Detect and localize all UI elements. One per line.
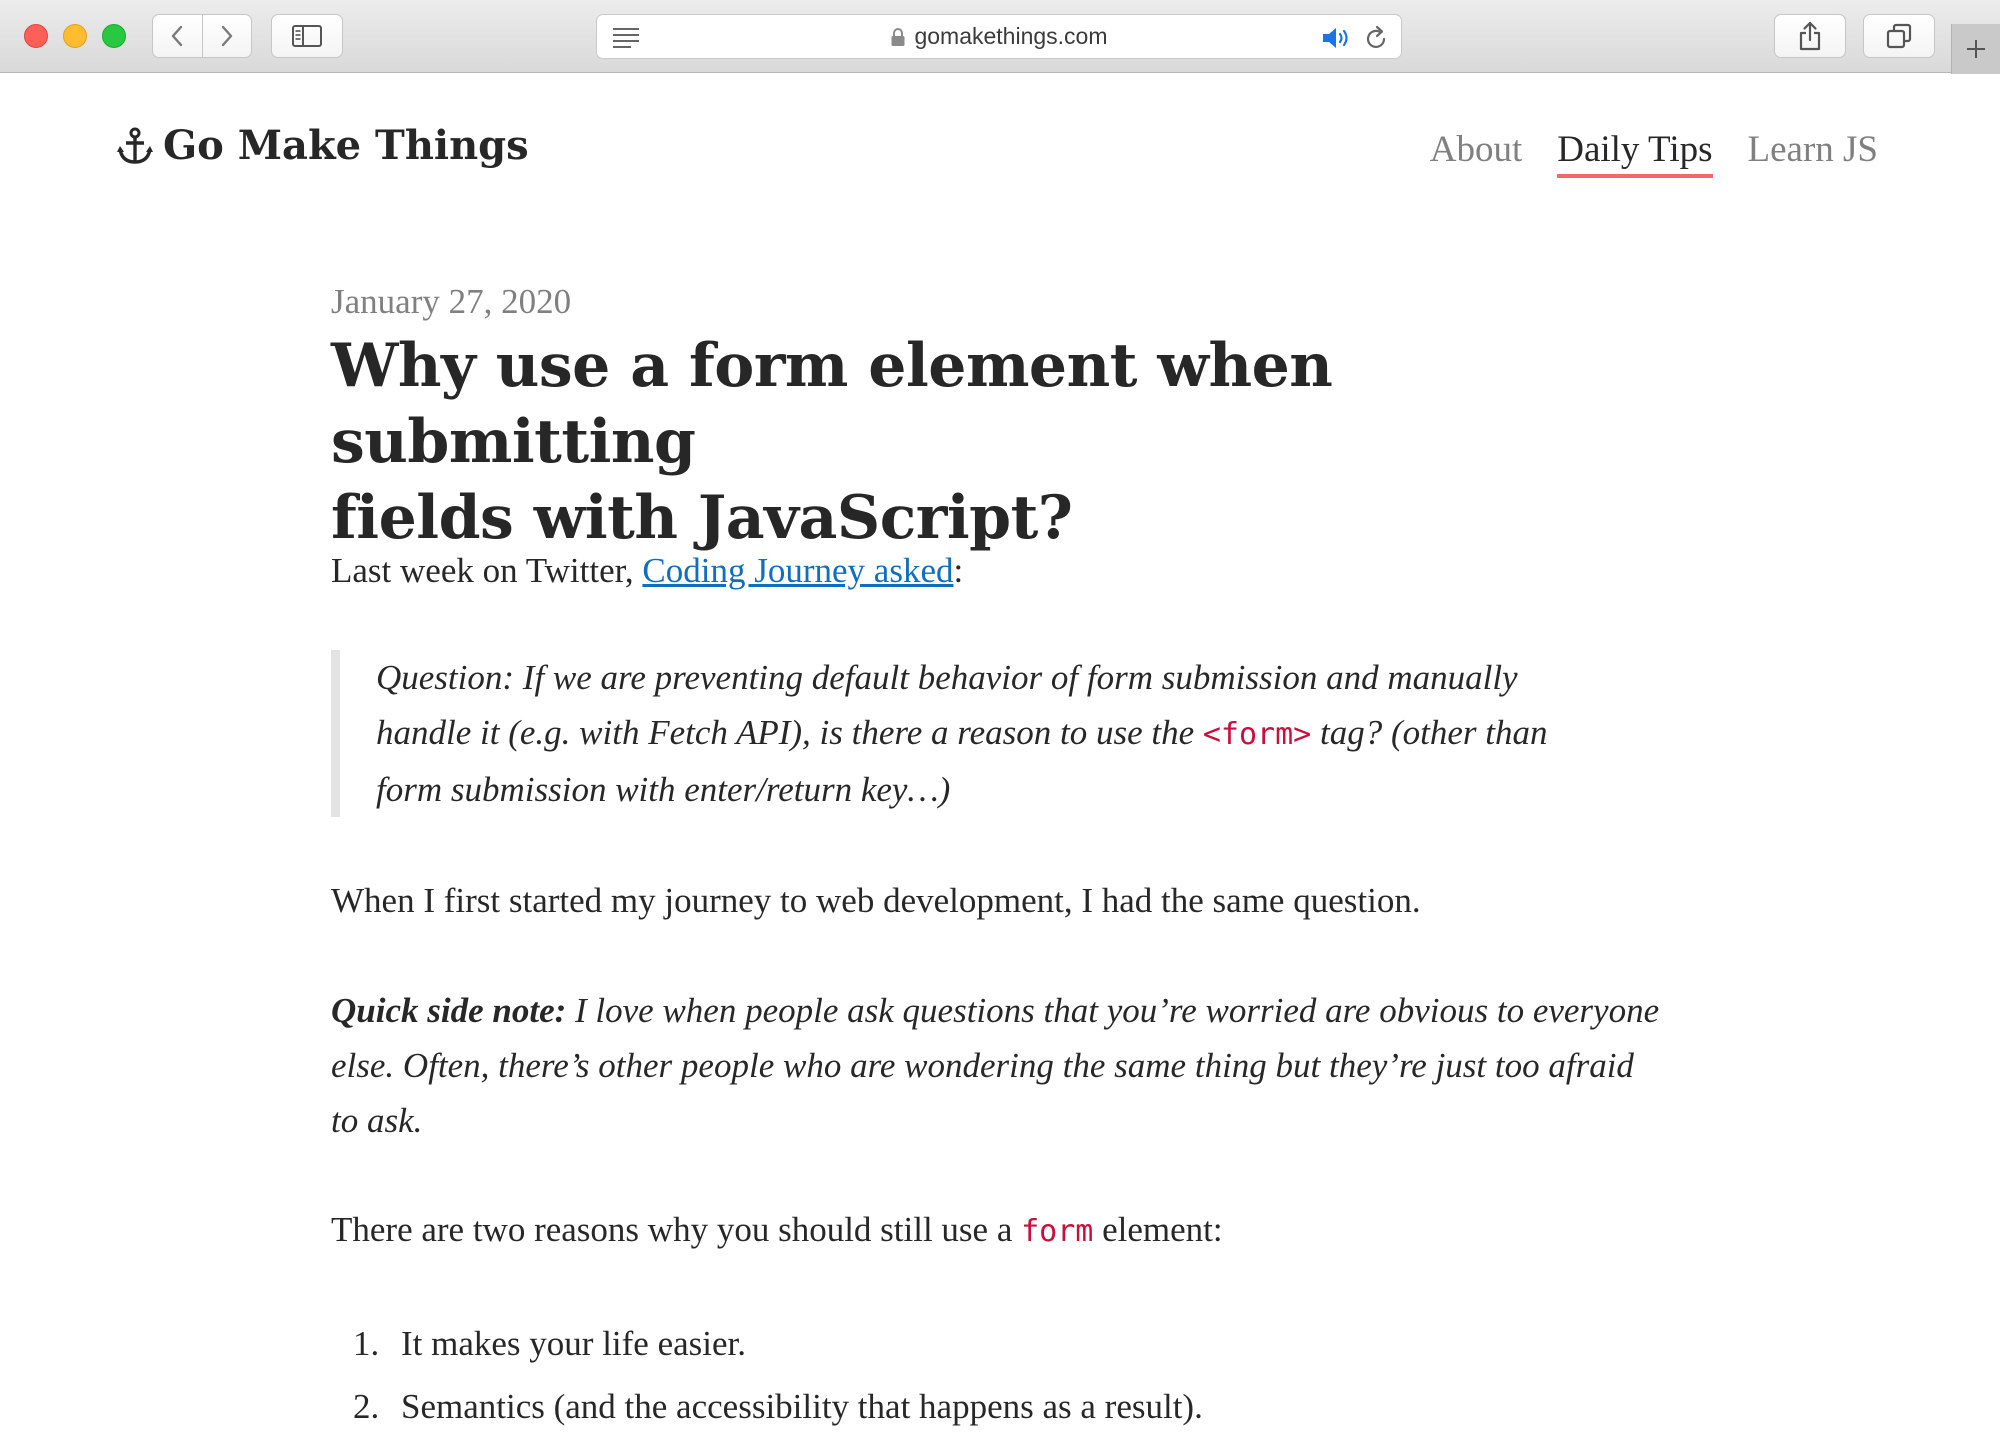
side-note-label: Quick side note: [331, 991, 567, 1030]
list-item-number: 1. [353, 1324, 380, 1363]
site-nav [1430, 128, 1878, 178]
tabs-icon [1886, 23, 1912, 49]
list-item [353, 1375, 1203, 1438]
intro-suffix: : [953, 551, 964, 590]
form-element-code: form [1021, 1214, 1094, 1249]
side-note-paragraph [331, 983, 1661, 1148]
article [331, 280, 1661, 1426]
forward-icon [219, 24, 235, 48]
quote-line-3: form submission with enter/return key…) [376, 770, 951, 809]
share-icon [1798, 21, 1822, 51]
side-note-text: I love when people ask questions that you’re worried are obvious to everyone else. Often, there’s other people who are wondering the same thing but they’re just too afraid to ask. [331, 991, 1660, 1140]
nav-daily-tips[interactable]: Daily Tips [1557, 128, 1712, 178]
url-text: gomakethings.com [914, 23, 1108, 49]
nav-learn-js[interactable]: Learn JS [1747, 129, 1878, 170]
browser-toolbar [0, 0, 2000, 73]
list-item-number: 2. [353, 1387, 380, 1426]
post-date: January 27, 2020 [331, 282, 572, 321]
form-tag-code: <form> [1202, 717, 1312, 752]
post-title-line-2: fields with JavaScript? [331, 483, 1073, 553]
intro-prefix: Last week on Twitter, [331, 551, 643, 590]
post-title [331, 328, 1661, 556]
reasons-intro-paragraph [331, 1202, 1223, 1259]
back-button[interactable] [153, 15, 202, 57]
site-name: Go Make Things [163, 122, 529, 169]
journey-paragraph: When I first started my journey to web development, I had the same question. [331, 881, 1421, 920]
anchor-icon [117, 127, 153, 165]
url-display [597, 15, 1401, 58]
quoted-question [331, 650, 1661, 817]
share-button[interactable] [1774, 14, 1846, 58]
list-item [353, 1312, 1203, 1375]
back-icon [169, 24, 185, 48]
minimize-window-button[interactable] [63, 24, 87, 48]
quote-line-2-prefix: handle it (e.g. with Fetch API), is there a reason to use the [376, 713, 1203, 752]
zoom-window-button[interactable] [102, 24, 126, 48]
sidebar-button[interactable] [271, 14, 343, 58]
list-item-text: Semantics (and the accessibility that happens as a result). [401, 1387, 1203, 1426]
forward-button[interactable] [202, 15, 252, 57]
navigation-buttons [152, 14, 252, 58]
address-bar[interactable] [596, 14, 1402, 59]
quote-line-2-suffix: tag? (other than [1311, 713, 1548, 752]
lock-icon [890, 27, 906, 47]
close-window-button[interactable] [24, 24, 48, 48]
show-tabs-button[interactable] [1863, 14, 1935, 58]
nav-about[interactable]: About [1429, 129, 1523, 170]
new-tab-button[interactable] [1951, 24, 2000, 74]
intro-paragraph [331, 543, 963, 598]
reasons-intro-prefix: There are two reasons why you should still use a [331, 1210, 1022, 1249]
sidebar-icon [291, 24, 323, 48]
audio-playing-icon[interactable] [1321, 26, 1355, 50]
post-title-line-1: Why use a form element when submitting [331, 331, 1333, 477]
quote-line-1: Question: If we are preventing default behavior of form submission and manually [376, 658, 1518, 697]
reload-icon[interactable] [1365, 25, 1389, 51]
list-item-text: It makes your life easier. [401, 1324, 747, 1363]
reasons-list [353, 1312, 1203, 1438]
reasons-intro-suffix: element: [1093, 1210, 1223, 1249]
plus-icon [1965, 38, 1987, 60]
site-logo-link[interactable] [117, 122, 529, 169]
coding-journey-link[interactable]: Coding Journey asked [642, 551, 954, 590]
